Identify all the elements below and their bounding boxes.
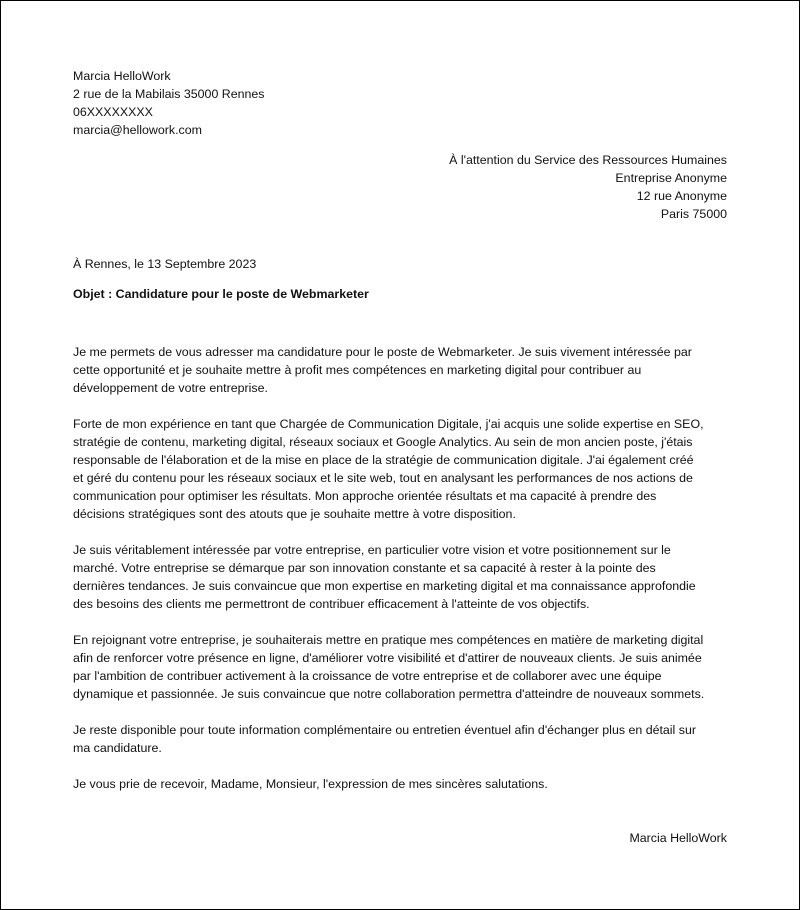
text-line: des besoins des clients me permettront de contribuer efficacement à l'atteinte de vos objectifs. [73, 597, 590, 611]
text-line: et géré du contenu pour les réseaux sociaux et le site web, tout en analysant les performances de nos actions de [73, 471, 693, 485]
sender-email: marcia@hellowork.com [73, 123, 202, 137]
recipient-company: Entreprise Anonyme [615, 171, 727, 185]
signature: Marcia HelloWork [629, 831, 727, 845]
text-line: ma candidature. [73, 741, 162, 755]
paragraph [73, 775, 733, 793]
text-line: Forte de mon expérience en tant que Chargée de Communication Digitale, j'ai acquis une solide expertise en SEO, [73, 417, 704, 431]
paragraph [73, 343, 733, 397]
paragraph [73, 541, 733, 613]
text-line: développement de votre entreprise. [73, 381, 268, 395]
sender-phone: 06XXXXXXXX [73, 105, 153, 119]
text-line: dernières tendances. Je suis convaincue que mon expertise en marketing digital et ma connaissance approfondie [73, 579, 696, 593]
text-line: dynamique et passionnée. Je suis convaincue que notre collaboration permettra d'atteindre de nouveaux sommets. [73, 687, 705, 701]
recipient-block [449, 151, 727, 223]
recipient-street: 12 rue Anonyme [636, 189, 727, 203]
recipient-city: Paris 75000 [660, 207, 727, 221]
text-line: responsable de l'élaboration et de la mise en place de la stratégie de communication digitale. J'ai également créé [73, 453, 694, 467]
text-line: par l'ambition de contribuer activement à la croissance de votre entreprise et de collaborer avec une équipe [73, 669, 662, 683]
text-line: Je suis véritablement intéressée par votre entreprise, en particulier votre vision et votre positionnement sur le [73, 543, 671, 557]
paragraph [73, 721, 733, 757]
date-line: À Rennes, le 13 Septembre 2023 [73, 257, 257, 271]
text-line: cette opportunité et je souhaite mettre à profit mes compétences en marketing digital pour contribuer au [73, 363, 642, 377]
subject-line: Objet : Candidature pour le poste de Webmarketer [73, 287, 369, 301]
paragraph [73, 631, 733, 703]
paragraph [73, 415, 733, 523]
sender-address: 2 rue de la Mabilais 35000 Rennes [73, 87, 265, 101]
text-line: Je me permets de vous adresser ma candidature pour le poste de Webmarketer. Je suis vivement intéressée par [73, 345, 692, 359]
letter-body [73, 343, 733, 811]
text-line: En rejoignant votre entreprise, je souhaiterais mettre en pratique mes compétences en matière de marketing digital [73, 633, 704, 647]
recipient-attention: À l'attention du Service des Ressources Humaines [449, 153, 727, 167]
text-line: stratégie de contenu, marketing digital, réseaux sociaux et Google Analytics. Au sein de mon ancien poste, j'étais [73, 435, 693, 449]
sender-name: Marcia HelloWork [73, 69, 171, 83]
text-line: Je vous prie de recevoir, Madame, Monsieur, l'expression de mes sincères salutations. [73, 777, 548, 791]
text-line: marché. Votre entreprise se démarque par son innovation constante et sa capacité à rester à la pointe des [73, 561, 656, 575]
text-line: afin de renforcer votre présence en ligne, d'améliorer votre visibilité et d'attirer de nouveaux clients. Je suis animée [73, 651, 702, 665]
sender-block [73, 67, 265, 139]
text-line: communication pour optimiser les résultats. Mon approche orientée résultats et ma capacité à prendre des [73, 489, 657, 503]
text-line: décisions stratégiques sont des atouts que je souhaite mettre à votre disposition. [73, 507, 516, 521]
text-line: Je reste disponible pour toute information complémentaire ou entretien éventuel afin d'échanger plus en détail sur [73, 723, 696, 737]
